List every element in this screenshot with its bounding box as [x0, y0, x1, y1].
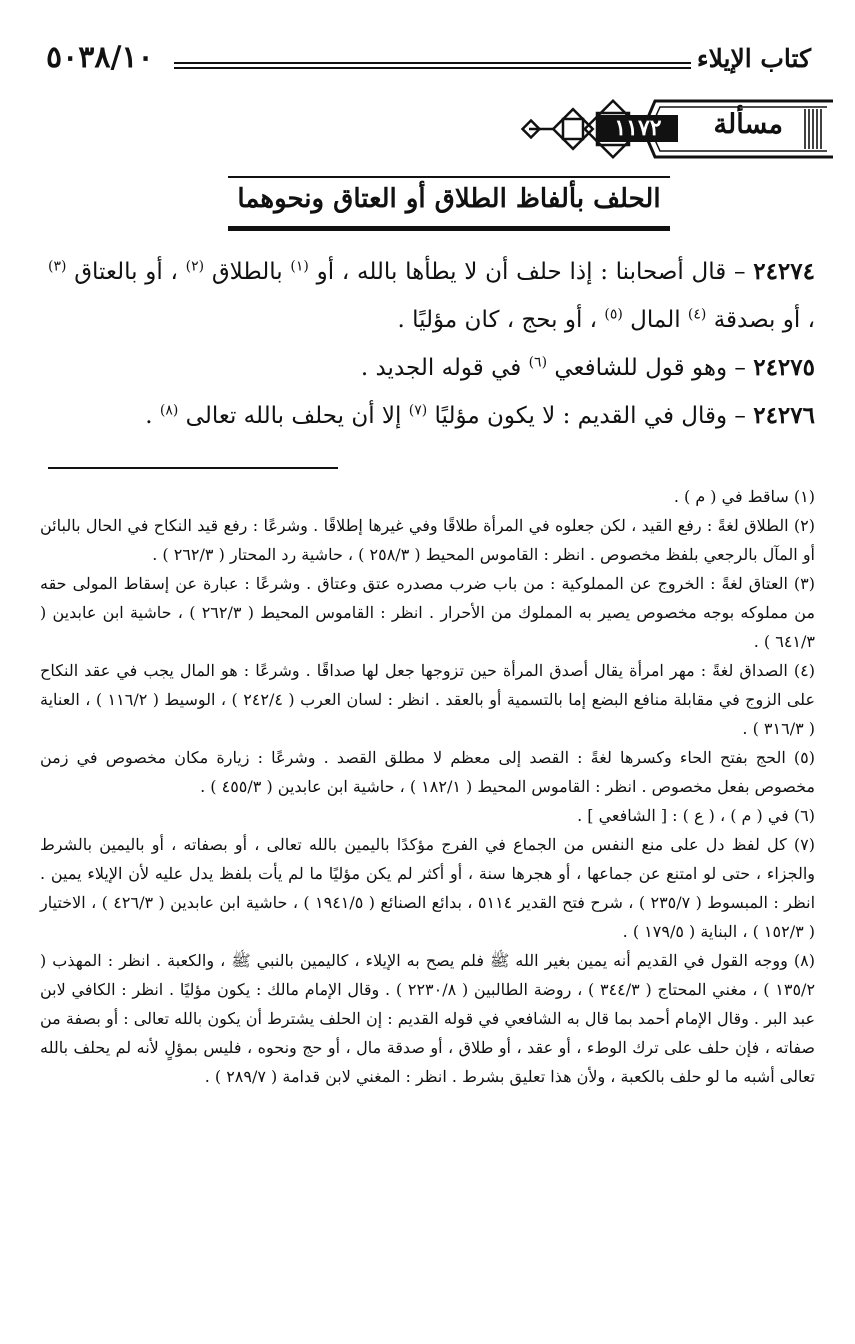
- footnote-ref[interactable]: (٥): [604, 306, 623, 323]
- footnote-ref[interactable]: (٦): [528, 354, 548, 371]
- footnote-ref[interactable]: (٢): [185, 258, 205, 275]
- footnote-ref[interactable]: (٤): [687, 306, 707, 323]
- paragraph-24275: [48, 344, 815, 392]
- masala-number: ١١٧٢: [598, 115, 678, 142]
- paragraph-24274: [48, 248, 815, 344]
- paragraph-text: – قال أصحابنا : إذا حلف أن لا يطأها بالله ، أو: [308, 259, 754, 285]
- main-text: [48, 248, 815, 440]
- footnote-ref[interactable]: (٣): [48, 258, 67, 275]
- chapter-heading-box: [228, 176, 670, 231]
- footnote-4: (٤) الصداق لغةً : مهر امرأة يقال أصدق المرأة حين تزوجها جعل لها صداقًا . وشرعًا : هو المال يجب في عقد النكاح على الزوج في مقابلة منافع البضع إما بالتسمية أو بالعقد . انظر : لسان العرب ( ٢٤٢/٤ ) ، الوسيط ( ١١٦/٢ ) ، العناية ( ٣١٦/٣ ) .: [40, 661, 816, 738]
- paragraph-24276: [48, 392, 815, 440]
- paragraph-number: ٢٤٢٧٤: [753, 258, 815, 285]
- footnote-8: (٨) ووجه القول في القديم أنه يمين بغير الله ﷺ فلم يصح به الإيلاء ، كاليمين بالنبي ﷺ ، والكعبة . انظر : المهذب ( ١٣٥/٢ ) ، مغني المحتاج ( ٣٤٤/٣ ) ، روضة الطالبين ( ٢٢٣٠/٨ ) . وقال الإمام مالك : يكون مؤليًا . انظر : الكافي لابن عبد البر . وقال الإمام أحمد بما قال به الشافعي في قوله القديم : إن الحلف يشترط أن يكون بالله تعالى : أو بصفة من صفاته ، فإن حلف على ترك الوطء ، أو عقد ، أو طلاق ، أو صدقة مال ، أو حج ونحوه ، فليس بمؤلٍ لأنه لم يحلف بالله تعالى أشبه ما لو حلف بالكعبة ، ولأن هذا تعليق بشرط . انظر : المغني لابن قدامة ( ٢٨٩/٧ ) .: [40, 951, 816, 1086]
- running-header: [36, 40, 819, 80]
- header-rule: [174, 62, 691, 69]
- paragraph-text: ، أو بحج ، كان مؤليًا .: [397, 307, 605, 333]
- footnote-ref[interactable]: (٨): [159, 402, 179, 419]
- footnote-5: (٥) الحج بفتح الحاء وكسرها لغةً : القصد إلى معظم لا مطلق القصد . وشرعًا : زيارة مكان مخصوص في زمن مخصوص بفعل مخصوص . انظر : القاموس المحيط ( ١٨٢/١ ) ، حاشية ابن عابدين ( ٤٥٥/٣ ) .: [40, 748, 815, 796]
- paragraph-number: ٢٤٢٧٥: [753, 354, 815, 381]
- paragraph-text: – وقال في القديم : لا يكون مؤليًا: [427, 403, 754, 429]
- paragraph-text: بالطلاق: [204, 259, 291, 285]
- paragraph-text: .: [145, 403, 160, 429]
- footnote-ref[interactable]: (٧): [408, 402, 428, 419]
- footnote-7: (٧) كل لفظ دل على منع النفس من الجماع في الفرج مؤكدًا باليمين بالله تعالى ، أو بصفاته ، أو باليمين بالشرط والجزاء ، حتى لو امتنع عن جماعها ، أو هجرها سنة ، أو أكثر لم يكن مؤليًا ما لم يأت بلفظ يدل عليه لأن الإيلاء يمين . انظر : المبسوط ( ٢٣٥/٧ ) ، شرح فتح القدير ٥١١٤ ، بدائع الصنائع ( ١٩٤١/٥ ) ، حاشية ابن عابدين ( ٤٢٦/٣ ) ، الاختيار ( ١٥٢/٣ ) ، البناية ( ١٧٩/٥ ) .: [40, 835, 816, 941]
- book-title: كتاب الإيلاء: [696, 44, 811, 73]
- footnote-separator: [48, 467, 338, 469]
- paragraph-text: – وهو قول للشافعي: [547, 355, 754, 381]
- paragraph-text: في قوله الجديد .: [360, 355, 529, 381]
- footnotes: [40, 482, 815, 1091]
- paragraph-text: إلا أن يحلف بالله تعالى: [178, 403, 409, 429]
- paragraph-text: ، أو بصدقة: [706, 307, 815, 333]
- footnote-6: (٦) في ( م ) ، ( ع ) : [ الشافعي ] .: [577, 806, 815, 825]
- chapter-title: الحلف بألفاظ الطلاق أو العتاق ونحوهما: [237, 184, 661, 214]
- footnote-1: (١) ساقط في ( م ) .: [673, 487, 815, 506]
- paragraph-text: ، أو بالعتاق: [66, 259, 186, 285]
- paragraph-number: ٢٤٢٧٦: [753, 402, 815, 429]
- masala-label: مسألة: [713, 109, 783, 140]
- page-reference: ٥٠٣٨/١٠: [46, 40, 154, 75]
- footnote-2: (٢) الطلاق لغةً : رفع القيد ، لكن جعلوه في المرأة طلاقًا وفي غيرها إطلاقًا . وشرعًا : رفع قيد النكاح في الحال بالبائن أو المآل بالرجعي بلفظ مخصوص . انظر : القاموس المحيط ( ٢٥٨/٣ ) ، حاشية رد المحتار ( ٢٦٢/٣ ) .: [40, 516, 815, 564]
- footnote-ref[interactable]: (١): [290, 258, 309, 275]
- paragraph-text: المال: [622, 307, 688, 333]
- masala-banner: [515, 95, 833, 163]
- footnote-3: (٣) العتاق لغةً : الخروج عن المملوكية : من باب ضرب مصدره عتق وعتاق . وشرعًا : عبارة عن إسقاط المولى حقه من مملوكه بوجه مخصوص يصير به المملوك من الأحرار . انظر : القاموس المحيط ( ٢٦٢/٣ ) ، حاشية ابن عابدين ( ٦٤١/٣ ) .: [40, 574, 816, 651]
